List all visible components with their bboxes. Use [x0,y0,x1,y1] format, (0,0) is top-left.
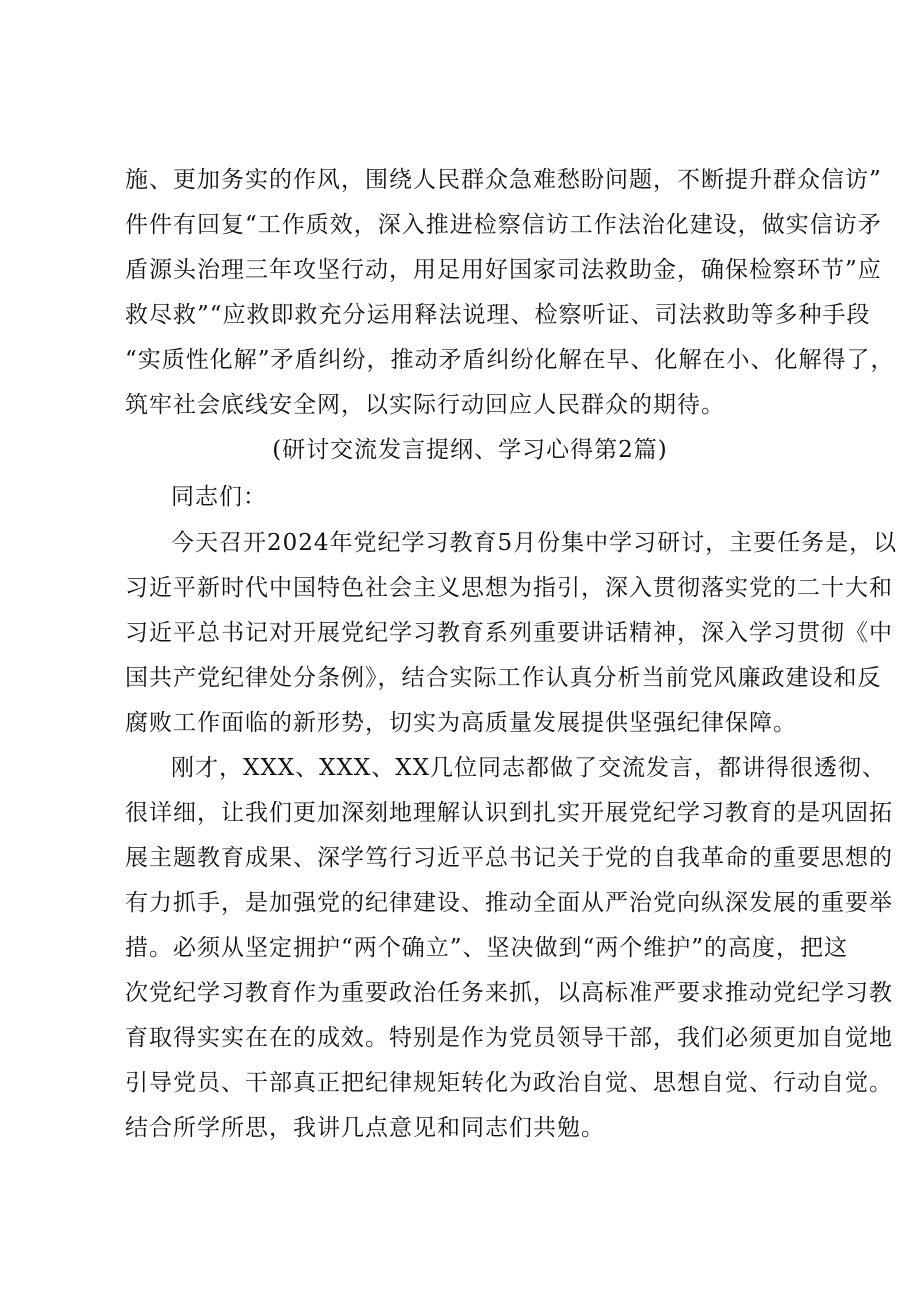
body-line: 很详细，让我们更加深刻地理解认识到扎实开展党纪学习教育的是巩固拓 [125,800,893,826]
body-line: 引导党员、干部真正把纪律规矩转化为政治自觉、思想自觉、行动自觉。 [125,1070,893,1096]
body-line: “实质性化解”矛盾纠纷，推动矛盾纠纷化解在早、化解在小、化解得了， [125,347,895,373]
body-line: 习近平总书记对开展党纪学习教育系列重要讲话精神，深入学习贯彻《中 [125,620,893,646]
body-line: 刚才，XXX、XXX、XX几位同志都做了交流发言，都讲得很透彻、 [171,755,886,781]
body-line: 措。必须从坚定拥护“两个确立”、坚决做到“两个维护”的高度，把这 [125,935,849,961]
section-heading: (研讨交流发言提纲、学习心得第2篇) [272,437,668,463]
body-line: 筑牢社会底线安全网，以实际行动回应人民群众的期待。 [125,392,725,418]
body-line: 习近平新时代中国特色社会主义思想为指引，深入贯彻落实党的二十大和 [125,575,893,601]
body-line: 救尽救”“应救即救充分运用释法说理、检察听证、司法救助等多种手段 [125,302,871,328]
body-line: 次党纪学习教育作为重要政治任务来抓，以高标准严要求推动党纪学习教 [125,980,893,1006]
salutation: 同志们： [171,484,267,510]
body-line: 件件有回复“工作质效，深入推进检察信访工作法治化建设，做实信访矛 [125,212,882,238]
body-line: 盾源头治理三年攻坚行动，用足用好国家司法救助金，确保检察环节”应 [125,257,882,283]
body-line: 有力抓手，是加强党的纪律建设、推动全面从严治党向纵深发展的重要举 [125,890,893,916]
body-line: 腐败工作面临的新形势，切实为高质量发展提供坚强纪律保障。 [125,710,797,736]
body-line: 施、更加务实的作风，围绕人民群众急难愁盼问题，不断提升群众信访” [125,167,882,193]
body-line: 育取得实实在在的成效。特别是作为党员领导干部，我们必须更加自觉地 [125,1025,893,1051]
body-line: 国共产党纪律处分条例》，结合实际工作认真分析当前党风廉政建设和反 [125,665,882,691]
body-line: 结合所学所思，我讲几点意见和同志们共勉。 [125,1115,605,1141]
body-line: 今天召开2024年党纪学习教育5月份集中学习研讨，主要任务是，以 [171,530,898,556]
body-line: 展主题教育成果、深学笃行习近平总书记关于党的自我革命的重要思想的 [125,845,893,871]
